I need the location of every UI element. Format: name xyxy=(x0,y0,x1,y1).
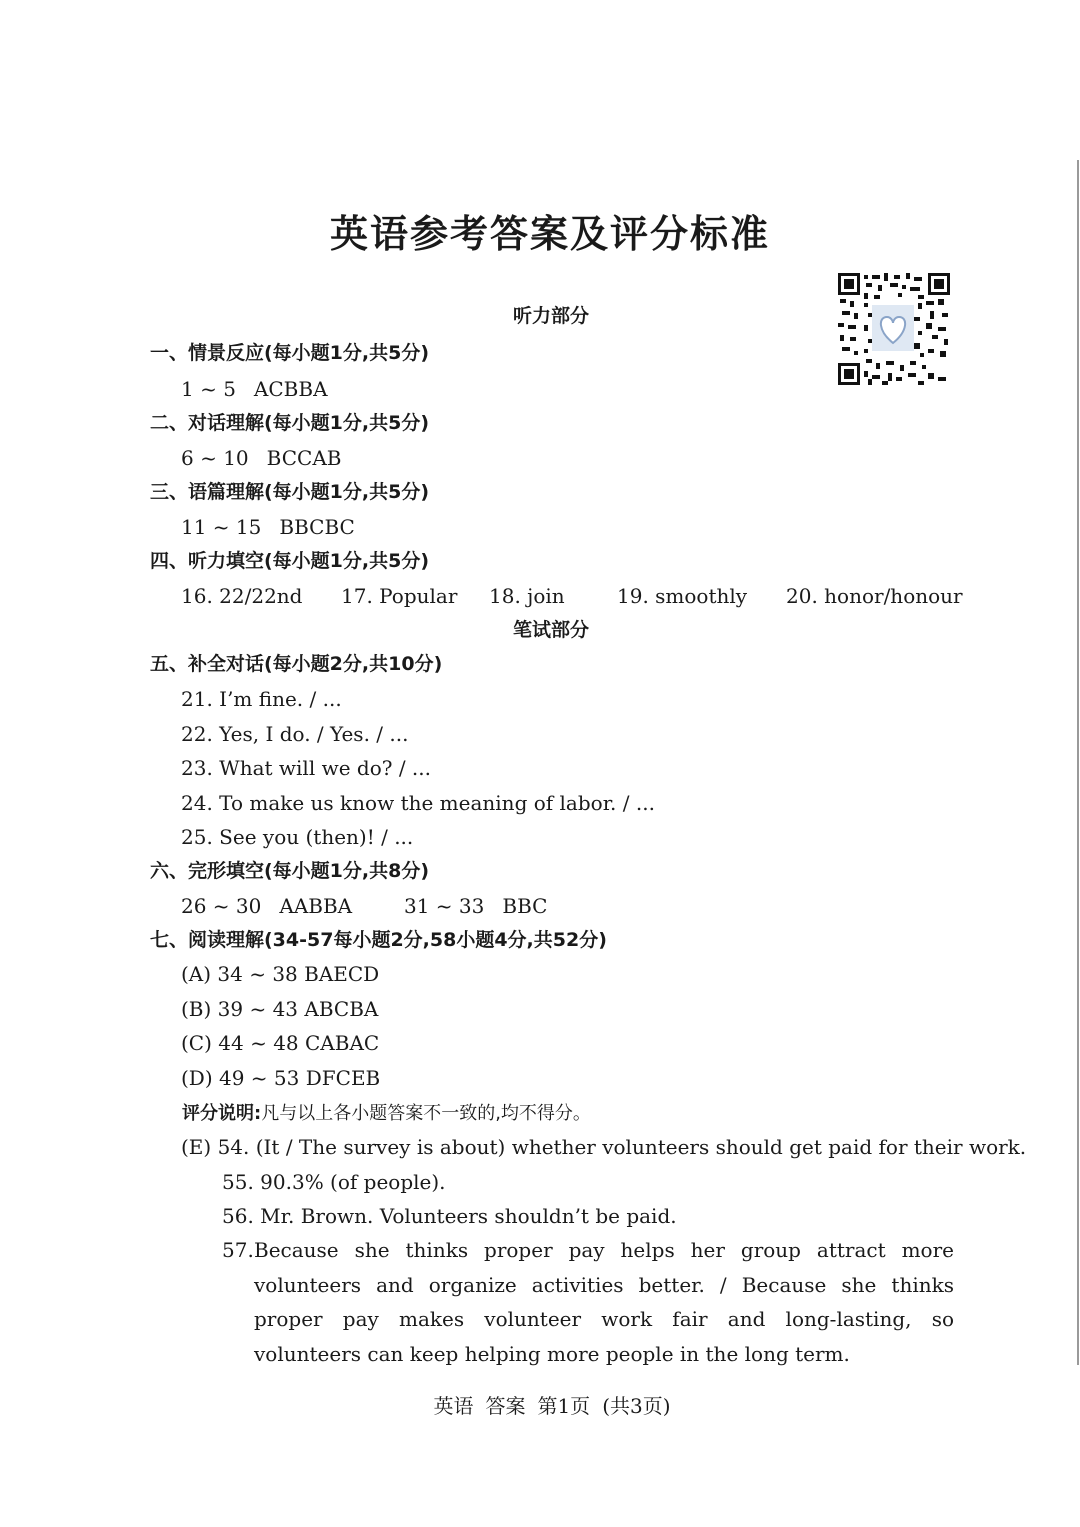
section-3-answers xyxy=(181,513,355,541)
answer-range: 31 ~ 33 xyxy=(404,894,485,918)
section-5-heading: 五、补全对话(每小题2分,共10分) xyxy=(150,653,443,675)
footer-page: 第1页 xyxy=(537,1394,591,1418)
answer-57-number: 57. xyxy=(222,1238,254,1262)
footer-doc: 答案 xyxy=(485,1394,526,1418)
section-5-answer-21: 21. I’m fine. / ... xyxy=(181,687,342,711)
answer-range: 6 ~ 10 xyxy=(181,446,249,470)
section-6-answers-b xyxy=(404,892,547,920)
section-1-answers xyxy=(181,375,328,403)
section-4-answer-20: 20. honor/honour xyxy=(786,584,963,608)
section-4-heading: 四、听力填空(每小题1分,共5分) xyxy=(150,550,430,572)
section-5-answer-24: 24. To make us know the meaning of labor. / ... xyxy=(181,791,655,815)
section-4-answer-16: 16. 22/22nd xyxy=(181,584,303,608)
section-4-answer-17: 17. Popular xyxy=(341,584,458,608)
section-7-answer-55: 55. 90.3% (of people). xyxy=(222,1170,446,1194)
section-7-answer-54: (E) 54. (It / The survey is about) whether volunteers should get paid for their work. xyxy=(181,1135,1027,1159)
answer-57-text: Because she thinks proper pay helps her group attract more volunteers and organize activities better. / Because she thinks proper pay makes volunteer work fair and long-lasting, so volunteers can keep helping more people in the long term. xyxy=(254,1238,954,1366)
writing-heading: 笔试部分 xyxy=(512,619,589,641)
answer-range: 1 ~ 5 xyxy=(181,377,236,401)
section-7-answer-57 xyxy=(222,1233,954,1371)
section-3-heading: 三、语篇理解(每小题1分,共5分) xyxy=(150,481,430,503)
section-1-heading: 一、情景反应(每小题1分,共5分) xyxy=(150,342,430,364)
section-2-answers xyxy=(181,444,341,472)
section-7-answers-a: (A) 34 ~ 38 BAECD xyxy=(181,962,380,986)
section-5-answer-25: 25. See you (then)! / ... xyxy=(181,825,414,849)
page-footer xyxy=(0,1392,1080,1420)
section-7-heading: 七、阅读理解(34-57每小题2分,58小题4分,共52分) xyxy=(150,929,607,951)
section-4-answer-19: 19. smoothly xyxy=(617,584,748,608)
footer-total: (共3页) xyxy=(602,1394,671,1418)
section-5-answer-22: 22. Yes, I do. / Yes. / ... xyxy=(181,722,409,746)
section-7-answers-d: (D) 49 ~ 53 DFCEB xyxy=(181,1066,381,1090)
answer-letters: BCCAB xyxy=(266,446,342,470)
page-title: 英语参考答案及评分标准 xyxy=(329,212,770,256)
section-7-answers-b: (B) 39 ~ 43 ABCBA xyxy=(181,997,379,1021)
listening-heading: 听力部分 xyxy=(512,305,589,327)
section-5-answer-23: 23. What will we do? / ... xyxy=(181,756,431,780)
section-7-answer-56: 56. Mr. Brown. Volunteers shouldn’t be paid. xyxy=(222,1204,677,1228)
answer-letters: BBCBC xyxy=(279,515,355,539)
scoring-note-text: 凡与以上各小题答案不一致的,均不得分。 xyxy=(261,1103,591,1124)
section-6-answers-a xyxy=(181,892,352,920)
answer-range: 11 ~ 15 xyxy=(181,515,262,539)
answer-letters: ACBBA xyxy=(253,377,328,401)
footer-subject: 英语 xyxy=(433,1394,474,1418)
section-2-heading: 二、对话理解(每小题1分,共5分) xyxy=(150,412,430,434)
section-7-answers-c: (C) 44 ~ 48 CABAC xyxy=(181,1031,380,1055)
scoring-note-label: 评分说明: xyxy=(182,1103,262,1124)
page-edge-line xyxy=(1077,160,1079,1365)
answer-letters: BBC xyxy=(502,894,548,918)
scoring-note xyxy=(182,1098,591,1128)
section-6-heading: 六、完形填空(每小题1分,共8分) xyxy=(150,860,430,882)
answer-range: 26 ~ 30 xyxy=(181,894,262,918)
answer-letters: AABBA xyxy=(279,894,353,918)
section-4-answer-18: 18. join xyxy=(489,584,565,608)
